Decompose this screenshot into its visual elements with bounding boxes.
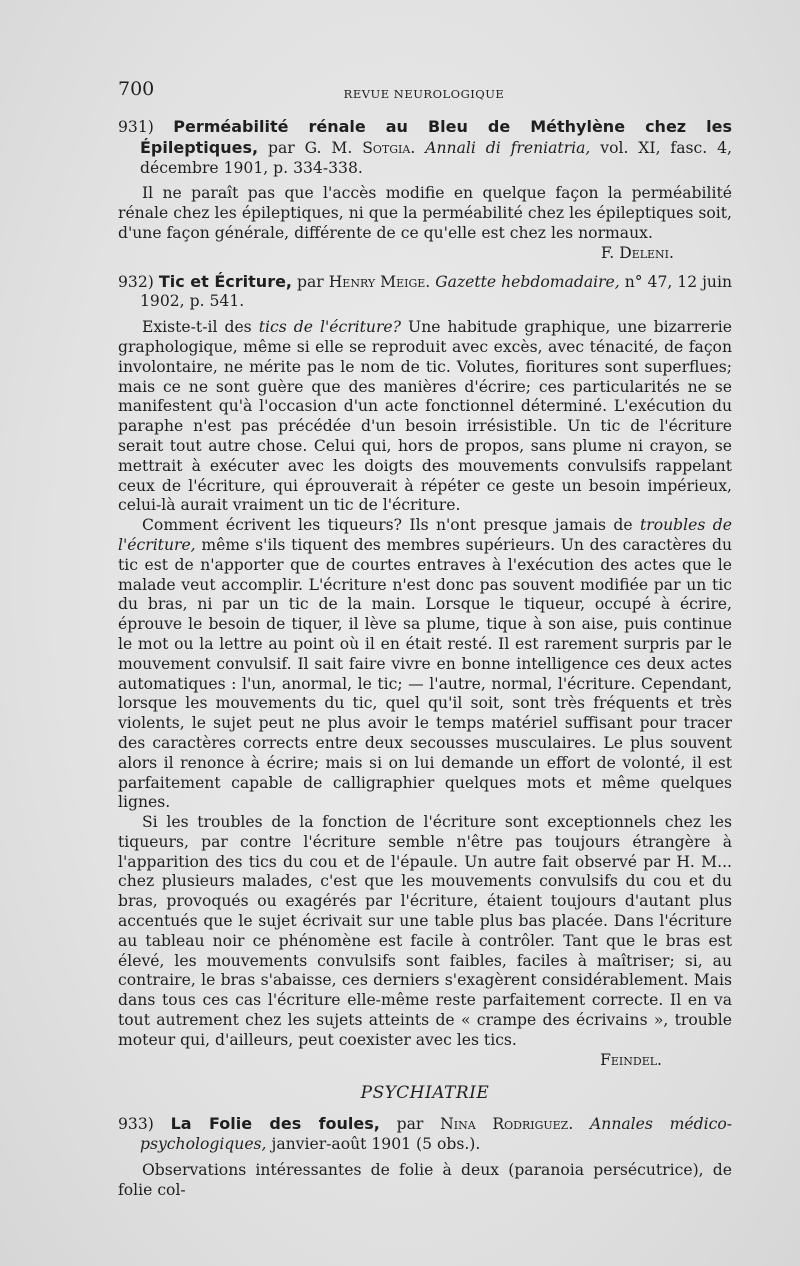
page-body: [118, 117, 732, 1200]
entry-932-paragraph-1: Existe-t-il des tics de l'écriture? Une habitude graphique, une bizarrerie graphologique, même si elle se reproduit avec excès, avec ténacité, de façon involontaire, ne mérite pas le nom de tic. Volutes, fioritures sont superflues; mais ce ne sont guère que des manières d'écrire; ces particularités ne se manifestent qu'à l'occasion d'un acte fonctionnel déterminé. L'exécution du paraphe n'est pas précédée d'un besoin irrésistible. Un tic de l'écriture serait tout autre chose. Celui qui, hors de propos, sans plume ni crayon, se mettrait à exécuter avec les doigts des mouvements convulsifs rappelant ceux de l'écriture, qui éprouverait à répéter ce geste un besoin impérieux, celui-là aurait vraiment un tic de l'écriture.: [118, 318, 732, 515]
entry-journal: Annales médico-psychologiques,: [140, 1115, 733, 1154]
entry-931-signature: F. Deleni.: [600, 243, 674, 262]
entry-by: par: [396, 1115, 424, 1134]
entry-by: par G. M.: [268, 138, 353, 157]
entry-reference: n° 47, 12 juin 1902, p. 541.: [140, 272, 732, 311]
entry-author: Sotgia: [362, 138, 411, 157]
entry-932-heading: 932) Tic et Écriture, par Henry Meige. Gazette hebdomadaire, n° 47, 12 juin 1902, p. 541.: [118, 271, 732, 311]
section-heading: PSYCHIATRIE: [360, 1083, 490, 1104]
entry-author: Nina Rodriguez: [440, 1115, 569, 1134]
entry-reference: vol. XI, fasc. 4, décembre 1901, p. 334-338.: [140, 138, 732, 177]
entry-933-text: Observations intéressantes de folie à deux (paranoia persécutrice), de folie col-: [118, 1160, 732, 1199]
entry-932-signature: Feindel.: [600, 1050, 662, 1069]
page-header: [118, 78, 730, 102]
entry-933-heading: 933) La Folie des foules, par Nina Rodriguez. Annales médico-psychologiques, janvier-août 1901 (5 obs.).: [118, 1114, 733, 1154]
entry-932-paragraph-2: Comment écrivent les tiqueurs? Ils n'ont presque jamais de troubles de l'écriture, même s'ils tiquent des membres supérieurs. Un des caractères du tic est de n'apporter que de courtes entraves à l'exécution des actes que le malade veut accomplir. L'écriture n'est donc pas souvent modifiée par un tic du bras, ni par un tic de la main. Lorsque le tiqueur, occupé à écrire, éprouve le besoin de tiquer, il lève sa plume, tique à son aise, puis continue le mot ou la lettre au point où il en était resté. Il est rarement surpris par le mouvement convulsif. Il sait faire vivre en bonne intelligence ces deux actes automatiques : l'un, anormal, le tic; — l'autre, normal, l'écriture. Cependant, lorsque les mouvements du tic, quel qu'il soit, sont très fréquents et très violents, le sujet peut ne plus avoir le temps matériel suffisant pour tracer des caractères corrects entre deux secousses musculaires. Le plus souvent alors il renonce à écrire; mais si on lui demande un effort de volonté, il est parfaitement capable de calligraphier quelques mots et même quelques lignes.: [118, 516, 733, 812]
entry-932-paragraph-3: Si les troubles de la fonction de l'écriture sont exceptionnels chez les tiqueurs, par contre l'écriture semble n'être pas toujours étrangère à l'apparition des tics du cou et de l'épaule. Un autre fait observé par H. M... chez plusieurs malades, c'est que les mouvements convulsifs du cou et du bras, provoqués ou exagérés par l'écriture, étaient toujours d'autant plus accentués que le sujet écrivait sur une table plus bas placée. Dans l'écriture au tableau noir ce phénomène est facile à contrôler. Tant que le bras est élevé, les mouvements convulsifs sont faibles, faciles à maîtriser; si, au contraire, le bras s'abaisse, ces derniers s'exagèrent considérablement. Mais dans tous ces cas l'écriture elle-même reste parfaitement correcte. Il en va tout autrement chez les sujets atteints de « crampe des écrivains », trouble moteur qui, d'ailleurs, peut coexister avec les tics.: [118, 813, 732, 1049]
entry-by: par: [296, 272, 324, 291]
entry-reference: janvier-août 1901 (5 obs.).: [271, 1135, 481, 1154]
entry-title: La Folie des foules,: [170, 1114, 380, 1134]
entry-author: Henry Meige: [328, 272, 426, 291]
entry-journal: Gazette hebdomadaire,: [435, 272, 620, 291]
entry-title: Tic et Écriture,: [158, 271, 293, 291]
entry-931-text: Il ne paraît pas que l'accès modifie en quelque façon la perméabilité rénale chez les épileptiques, ni que la perméabilité chez les épileptiques soit, d'une façon générale, différente de ce qu'elle est chez les normaux.: [118, 184, 732, 242]
entry-title: Perméabilité rénale au Bleu de Méthylène chez les Épileptiques,: [140, 117, 732, 157]
entry-number: 933): [118, 1115, 154, 1134]
running-title: REVUE NEUROLOGIQUE: [343, 87, 505, 101]
entry-journal: Annali di freniatria,: [425, 138, 591, 157]
entry-number: 931): [118, 118, 154, 136]
entry-931-heading: 931) Perméabilité rénale au Bleu de Méthylène chez les Épileptiques, par G. M. Sotgia. Annali di freniatria, vol. XI, fasc. 4, décembre 1901, p. 334-338.: [118, 117, 732, 177]
entry-number: 932): [118, 272, 154, 291]
page-number: 700: [118, 78, 155, 100]
